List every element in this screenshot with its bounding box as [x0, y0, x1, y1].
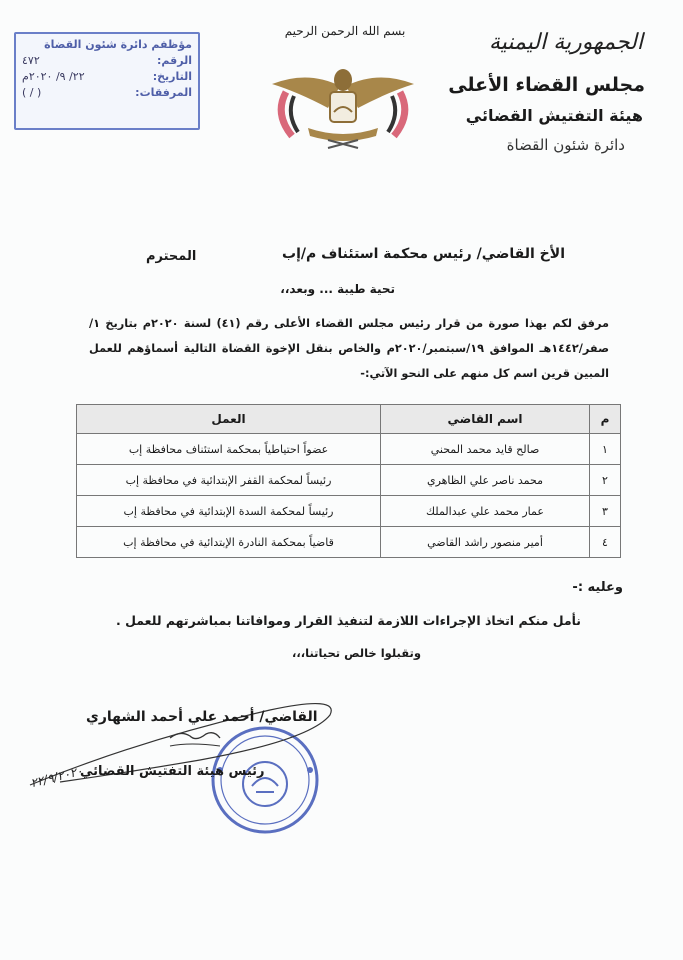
stamp-date-label: التاريخ: — [152, 70, 192, 83]
stamp-date-value: ٢٢/ ٩/ ٢٠٢٠م — [22, 70, 85, 83]
stamp-number-value: ٤٧٢ — [22, 54, 40, 67]
row-judge-name: محمد ناصر علي الظاهري — [381, 465, 590, 496]
signatory-name: القاضي/ أحمد علي أحمد الشهاري — [86, 709, 318, 725]
table-header-row — [77, 405, 621, 434]
council-title: مجلس القضاء الأعلى — [448, 74, 645, 96]
header-judge-name: اسم القاضي — [381, 405, 590, 434]
yemen-emblem-icon — [268, 52, 418, 150]
basmala: بسم الله الرحمن الرحيم — [284, 24, 406, 38]
signatory-title: رئيس هيئة التفتيش القضائي — [80, 764, 265, 779]
row-work: رئيساً لمحكمة السدة الإبتدائية في محافظة إب — [77, 496, 381, 527]
whereas-label: وعليه :- — [572, 580, 623, 595]
republic-title: الجمهورية اليمنية — [488, 30, 643, 55]
row-number: ٤ — [590, 527, 621, 558]
row-work: رئيساً لمحكمة القفر الإبتدائية في محافظة إب — [77, 465, 381, 496]
receipt-stamp — [14, 32, 200, 130]
row-judge-name: عمار محمد علي عبدالملك — [381, 496, 590, 527]
judges-table — [76, 404, 621, 558]
handwritten-date: ٢٢/٩/٢٠٢٠ — [29, 763, 85, 791]
stamp-attachments-value: ( / ) — [22, 86, 42, 99]
table-row — [77, 527, 621, 558]
request-text: نأمل منكم اتخاذ الإجراءات اللازمة لتنفيذ القرار وموافاتنا بمباشرتهم للعمل . — [116, 613, 581, 628]
table-row — [77, 434, 621, 465]
authority-title: هيئة التفتيش القضائي — [465, 106, 643, 125]
letter-body: مرفق لكم بهذا صورة من قرار رئيس مجلس القضاء الأعلى رقم (٤١) لسنة ٢٠٢٠م بتاريخ ١/صفر/١٤٤٢هـ الموافق ١٩/سبتمبر/٢٠٢٠م والخاص بنقل الإخوة القضاة التالية أسماؤهم للعمل المبين قرين اسم كل منهم على النحو الآتي:- — [89, 317, 609, 380]
header-number: م — [590, 405, 621, 434]
department-title: دائرة شئون القضاة — [506, 136, 625, 154]
regards-text: وتقبلوا خالص تحياتنا،،، — [292, 646, 421, 660]
row-work: قاضياً بمحكمة النادرة الإبتدائية في محافظة إب — [77, 527, 381, 558]
respected-label: المحترم — [146, 249, 197, 264]
stamp-title: مؤظفم دائرة شئون القضاة — [44, 38, 192, 51]
row-number: ١ — [590, 434, 621, 465]
table-row — [77, 465, 621, 496]
addressee: الأخ القاضي/ رئيس محكمة استئناف م/إب — [282, 246, 565, 262]
table-row — [77, 496, 621, 527]
signature-scribble-icon — [20, 690, 350, 800]
row-number: ٢ — [590, 465, 621, 496]
row-judge-name: أمير منصور راشد القاضي — [381, 527, 590, 558]
row-number: ٣ — [590, 496, 621, 527]
stamp-number-label: الرقم: — [157, 54, 192, 67]
header-work: العمل — [77, 405, 381, 434]
row-judge-name: صالح قايد محمد المحني — [381, 434, 590, 465]
row-work: عضواً احتياطياً بمحكمة استئناف محافظة إب — [77, 434, 381, 465]
stamp-attachments-label: المرفقات: — [135, 86, 192, 99]
greeting: تحية طيبة ... وبعد،، — [280, 282, 395, 296]
